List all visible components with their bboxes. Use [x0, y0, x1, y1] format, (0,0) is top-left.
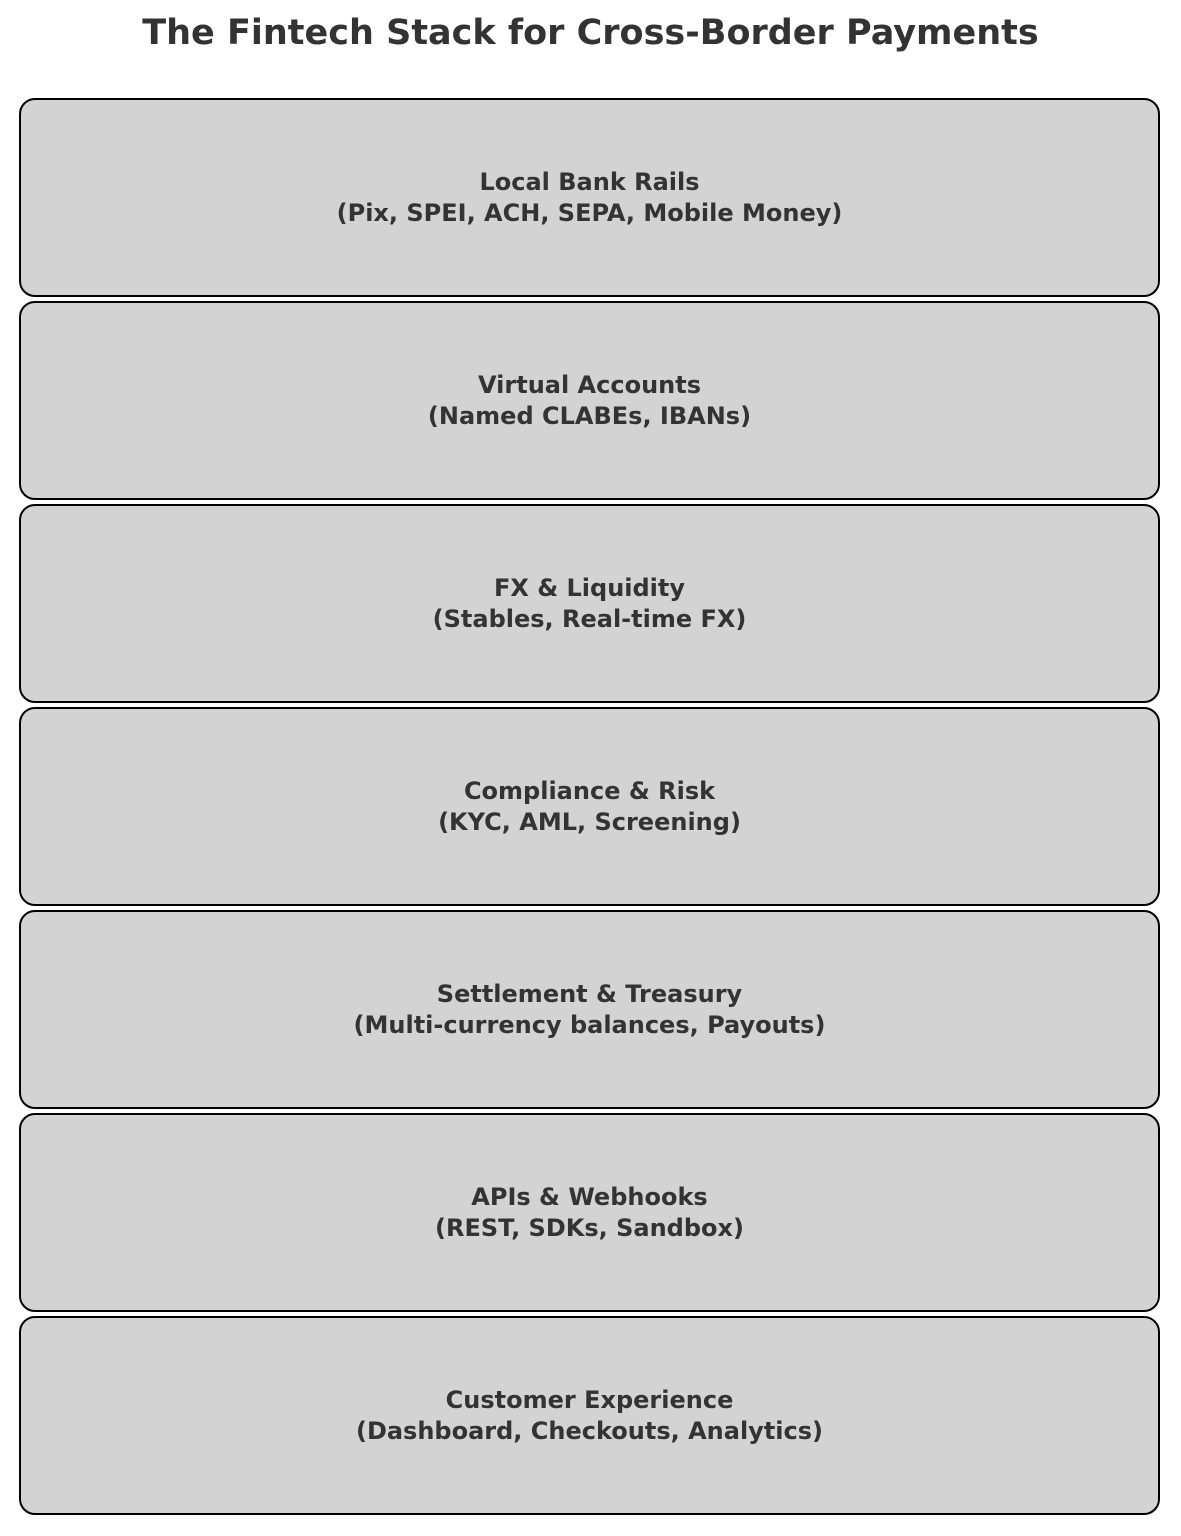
layer-detail: (KYC, AML, Screening): [438, 807, 741, 836]
layer-local-bank-rails: [19, 98, 1160, 297]
layer-name: APIs & Webhooks: [471, 1182, 708, 1211]
layer-apis-webhooks: [19, 1113, 1160, 1312]
layer-name: Compliance & Risk: [463, 776, 716, 805]
layer-name: Virtual Accounts: [478, 370, 701, 399]
layer-name: Customer Experience: [445, 1385, 734, 1414]
layer-name: Local Bank Rails: [479, 167, 700, 196]
layer-detail: (Pix, SPEI, ACH, SEPA, Mobile Money): [336, 198, 843, 227]
layer-fx-liquidity: [19, 504, 1160, 703]
layer-detail: (Dashboard, Checkouts, Analytics): [355, 1416, 824, 1445]
layer-virtual-accounts: [19, 301, 1160, 500]
diagram-title: The Fintech Stack for Cross-Border Payments: [142, 13, 1039, 53]
layer-compliance-risk: [19, 707, 1160, 906]
layer-customer-experience: [19, 1316, 1160, 1515]
layer-detail: (Multi-currency balances, Payouts): [353, 1010, 826, 1039]
layer-detail: (REST, SDKs, Sandbox): [435, 1213, 744, 1242]
layer-detail: (Named CLABEs, IBANs): [427, 401, 752, 430]
layer-name: FX & Liquidity: [493, 573, 686, 602]
layer-name: Settlement & Treasury: [436, 979, 743, 1008]
layer-settlement-treasury: [19, 910, 1160, 1109]
layer-detail: (Stables, Real-time FX): [432, 604, 747, 633]
